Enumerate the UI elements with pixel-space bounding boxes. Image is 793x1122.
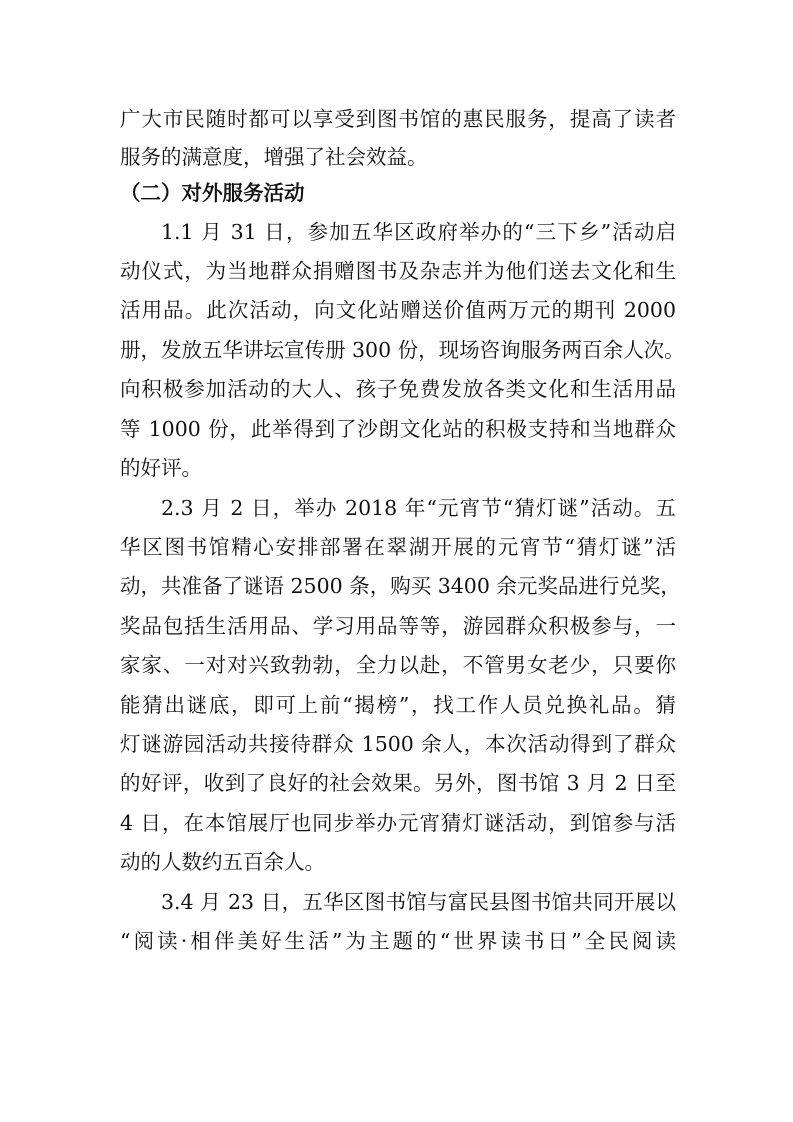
paragraph-line: 向积极参加活动的大人、孩子免费发放各类文化和生活用品 <box>120 377 676 401</box>
paragraph-line: 1.1 月 31 日，参加五华区政府举办的“三下乡”活动启 <box>161 220 676 244</box>
paragraph-line: 2.3 月 2 日，举办 2018 年“元宵节“猜灯谜”活动。五 <box>161 496 676 520</box>
paragraph-line: 4 日，在本馆展厅也同步举办元宵猜灯谜活动，到馆参与活 <box>120 811 676 835</box>
paragraph-line: 3.4 月 23 日，五华区图书馆与富民县图书馆共同开展以 <box>161 890 676 914</box>
paragraph-line: 动仪式，为当地群众捐赠图书及杂志并为他们送去文化和生 <box>120 259 676 283</box>
paragraph-line: 动的人数约五百余人。 <box>120 850 325 874</box>
paragraph-line: 广大市民随时都可以享受到图书馆的惠民服务，提高了读者 <box>120 107 676 131</box>
paragraph-line: 灯谜游园活动共接待群众 1500 余人，本次活动得到了群众 <box>120 732 676 756</box>
section-heading: （二）对外服务活动 <box>120 181 305 205</box>
paragraph-line: 等 1000 份，此举得到了沙朗文化站的积极支持和当地群众 <box>120 417 676 441</box>
paragraph-line: 奖品包括生活用品、学习用品等等，游园群众积极参与，一 <box>120 614 676 638</box>
paragraph-line: 活用品。此次活动，向文化站赠送价值两万元的期刊 2000 <box>120 298 676 322</box>
paragraph-line: 服务的满意度，增强了社会效益。 <box>120 145 428 169</box>
paragraph-line: 家家、一对对兴致勃勃，全力以赴，不管男女老少，只要你 <box>120 653 676 677</box>
paragraph-line: 的好评。 <box>120 456 202 480</box>
paragraph-line: 动，共准备了谜语 2500 条，购买 3400 余元奖品进行兑奖， <box>120 574 681 598</box>
paragraph-line: “阅读·相伴美好生活”为主题的“世界读书日”全民阅读 <box>120 929 676 953</box>
paragraph-line: 华区图书馆精心安排部署在翠湖开展的元宵节“猜灯谜”活 <box>120 535 676 559</box>
paragraph-line: 册，发放五华讲坛宣传册 300 份，现场咨询服务两百余人次。 <box>120 338 685 362</box>
paragraph-line: 能猜出谜底，即可上前“揭榜”，找工作人员兑换礼品。猜 <box>120 693 676 717</box>
paragraph-line: 的好评，收到了良好的社会效果。另外，图书馆 3 月 2 日至 <box>120 771 676 795</box>
